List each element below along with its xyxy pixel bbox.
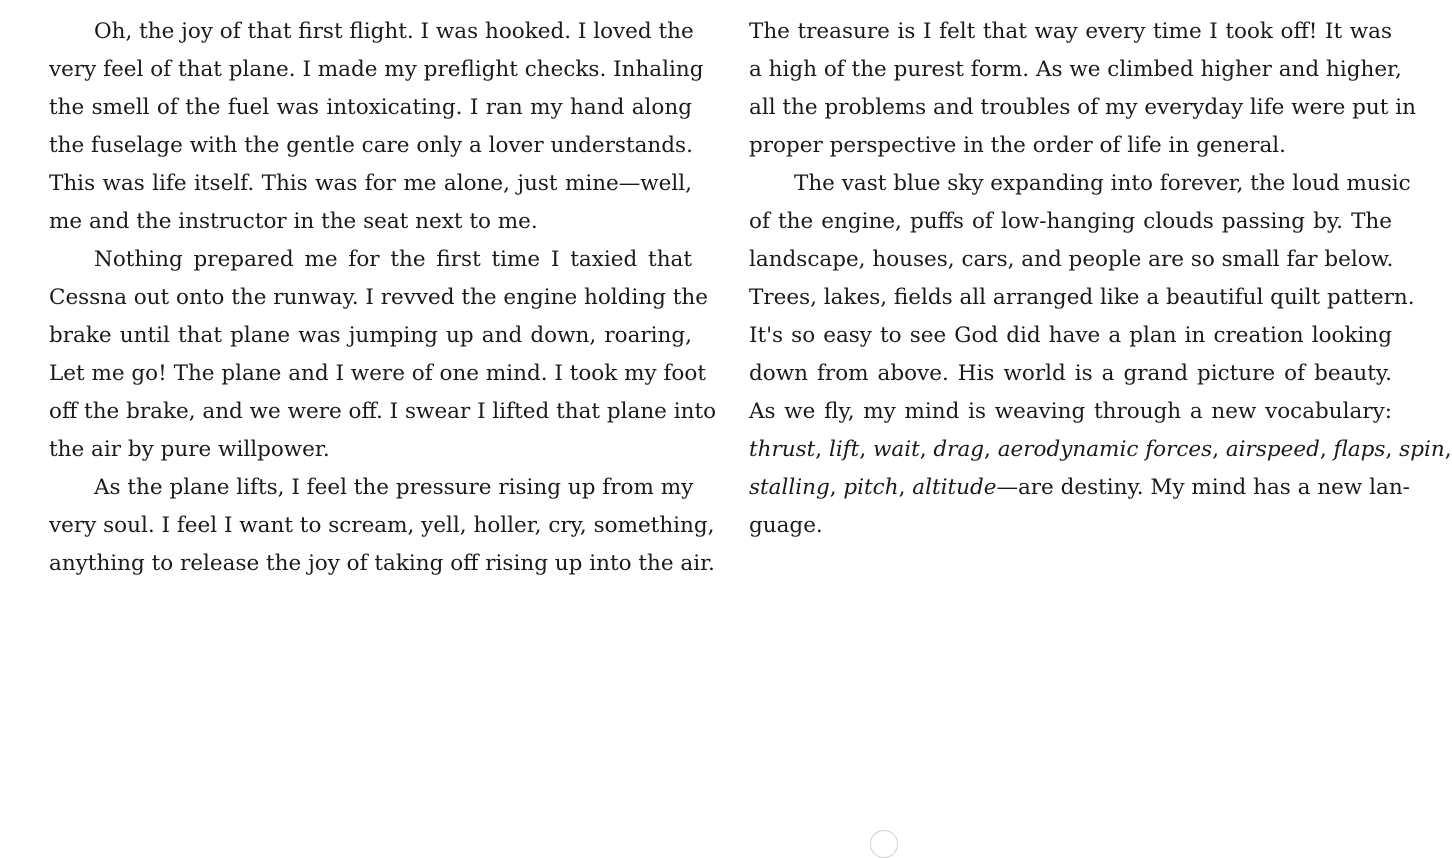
vocabulary-line: stalling, pitch, altitude—are destiny. My mind has a new lan- (749, 475, 1410, 500)
text-line: As the plane lifts, I feel the pressure rising up from my (94, 475, 694, 500)
text-line: brake until that plane was jumping up and down, roaring, (49, 323, 692, 348)
vocab-word: altitude (912, 475, 997, 500)
text-line: the smell of the fuel was intoxicating. I ran my hand along (49, 95, 692, 120)
text-line: The vast blue sky expanding into forever, the loud music (794, 171, 1411, 196)
text-line: Trees, lakes, fields all arranged like a beautiful quilt pattern. (749, 285, 1415, 310)
vocab-word: lift (828, 437, 860, 462)
text-line: proper perspective in the order of life in general. (749, 133, 1286, 158)
text-line: landscape, houses, cars, and people are so small far below. (749, 247, 1394, 272)
vocab-word: airspeed (1225, 437, 1320, 462)
vocabulary-line: thrust, lift, wait, drag, aerodynamic forces, airspeed, flaps, spin, (749, 437, 1452, 462)
text-line: of the engine, puffs of low-hanging clouds passing by. The (749, 209, 1392, 234)
text-line: Let me go! The plane and I were of one mind. I took my foot (49, 361, 706, 386)
text-line: It's so easy to see God did have a plan in creation looking (749, 323, 1392, 348)
vocab-word: pitch (843, 475, 899, 500)
vocab-word: aerodynamic forces (997, 437, 1213, 462)
text-line: anything to release the joy of taking off rising up into the air. (49, 551, 715, 576)
text-line: The treasure is I felt that way every time I took off! It was (749, 19, 1392, 44)
vocab-word: drag (933, 437, 985, 462)
text-line: me and the instructor in the seat next to me. (49, 209, 538, 234)
scroll-handle[interactable] (870, 830, 898, 858)
vocab-word: spin (1399, 437, 1445, 462)
text-line: As we fly, my mind is weaving through a new vocabulary: (749, 399, 1392, 424)
text-line: off the brake, and we were off. I swear I lifted that plane into (49, 399, 717, 424)
text-line: very soul. I feel I want to scream, yell, holler, cry, something, (49, 513, 715, 538)
text-fragment: —are destiny. My mind has a new lan- (996, 475, 1410, 500)
text-line: guage. (749, 513, 823, 538)
vocab-word: thrust (749, 437, 816, 462)
text-line: all the problems and troubles of my everyday life were put in (749, 95, 1416, 120)
text-line: Oh, the joy of that first flight. I was hooked. I loved the (94, 19, 694, 44)
vocab-word: flaps (1333, 437, 1386, 462)
right-column (749, 13, 1452, 545)
text-line: down from above. His world is a grand picture of beauty. (749, 361, 1392, 386)
text-line: Nothing prepared me for the first time I taxied that (94, 247, 692, 272)
text-line: the fuselage with the gentle care only a lover understands. (49, 133, 693, 158)
vocab-word: stalling (749, 475, 830, 500)
text-line: This was life itself. This was for me alone, just mine—well, (49, 171, 692, 196)
left-column (49, 13, 717, 583)
text-line: the air by pure willpower. (49, 437, 330, 462)
text-line: a high of the purest form. As we climbed higher and higher, (749, 57, 1402, 82)
text-line: very feel of that plane. I made my preflight checks. Inhaling (49, 57, 704, 82)
vocab-word: wait (873, 437, 920, 462)
text-line: Cessna out onto the runway. I revved the engine holding the (49, 285, 708, 310)
